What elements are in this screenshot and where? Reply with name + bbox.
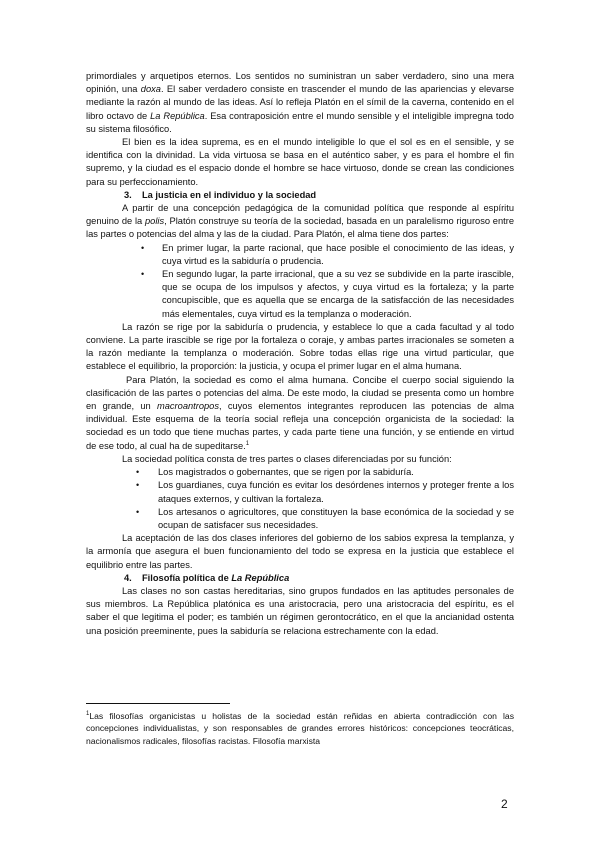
section-title: La justicia en el individuo y la sociedad <box>142 189 317 200</box>
list-item <box>86 242 514 268</box>
soul-parts-list <box>86 242 514 321</box>
footnote <box>86 710 514 747</box>
text-run: . El saber verdadero consiste en trascender el mundo de las apariencias y elevarse mediante la razón al mundo de las ideas. Así lo refleja Platón en el símil de la caverna, contenido en el libro octavo de <box>86 84 515 121</box>
list-item-text: Los artesanos o agricultores, que constituyen la base económica de la sociedad y se ocupan de satisfacer sus necesidades. <box>158 506 514 530</box>
italic-title-la-republica: La República <box>150 110 205 121</box>
list-item-text: Los magistrados o gobernantes, que se rigen por la sabiduría. <box>158 467 414 478</box>
paragraph-razon: La razón se rige por la sabiduría o prudencia, y establece lo que a cada facultad y al todo conviene. La parte irascible se rige por la fortaleza o coraje, y ambas partes irracionales se someten a la razón mediante la templanza o moderación. Sobre todas ellas rige una virtud particular, que establece el equilibrio, la proporción: la justicia, y ocupa el primer lugar en el alma humana. <box>86 321 514 372</box>
bullet-icon: • <box>141 269 145 280</box>
footnote-separator <box>86 703 230 704</box>
list-item <box>86 268 514 321</box>
list-item-text: Los guardianes, cuya función es evitar los desórdenes internos y proteger frente a los ataques externos, y cultivan la fortaleza. <box>158 480 514 504</box>
document-body <box>86 70 514 638</box>
text-run: A partir de una concepción pedagógica de la comunidad política que responde al espíritu genuino de la <box>86 203 514 227</box>
paragraph-polis <box>86 202 514 242</box>
list-item <box>86 466 514 479</box>
bullet-icon: • <box>141 242 145 253</box>
italic-term-macroantropos: macroantropos <box>156 401 219 412</box>
paragraph-sociedad <box>86 374 514 453</box>
section-number: 3. <box>124 189 132 200</box>
list-item-text: En segundo lugar, la parte irracional, que a su vez se subdivide en la parte irascible, que se ocupa de los impulsos y afectos, y cuya virtud es la fortaleza; y la parte concupiscible, que es aquella que se encarga de la satisfacción de las necesidades más elementales, cuya virtud es la templanza o moderación. <box>162 269 514 319</box>
text-run: , Platón construye su teoría de la sociedad, basada en un paralelismo riguroso entre las partes o potencias del alma y las de la ciudad. Para Platón, el alma tiene dos partes: <box>86 216 514 240</box>
bullet-icon: • <box>136 506 140 517</box>
text-run: Para Platón, la sociedad es como el alma humana. Concibe el cuerpo social siguiendo la clasificación de las partes o potencias del alma. De este modo, la ciudad se presenta como un hombre en grande, un <box>86 374 514 412</box>
section-heading-4 <box>124 572 514 585</box>
paragraph-bien: El bien es la idea suprema, es en el mundo inteligible lo que el sol es en el sensible, y se identifica con la divinidad. La vida virtuosa se basa en el auténtico saber, y es para el hombre el fin supremo, y la ciudad es el espacio donde el hombre se hace virtuoso, donde se crean las condiciones para su perfeccionamiento. <box>86 137 514 187</box>
italic-term-polis: polis <box>145 216 165 227</box>
text-run: primordiales y arquetipos eternos. Los sentidos no suministran un saber verdadero, sino una mera opinión, una <box>86 71 514 95</box>
page-number: 2 <box>501 797 508 811</box>
section-number: 4. <box>124 572 132 583</box>
list-item-text: En primer lugar, la parte racional, que hace posible el conocimiento de las ideas, y cuya virtud es la sabiduría o prudencia. <box>162 242 514 266</box>
section-title: Filosofía política de <box>142 572 232 583</box>
paragraph-clases-intro: La sociedad política consta de tres partes o clases diferenciadas por su función: <box>122 453 452 464</box>
list-item <box>86 479 514 505</box>
footnote-mark: 1 <box>86 711 90 718</box>
paragraph-clases: Las clases no son castas hereditarias, sino grupos fundados en las aptitudes personales de sus miembros. La República platónica es una aristocracia, pero una aristocracia del espíritu, es el saber el que legitima el poder; es también un régimen gerontocrático, en el que la ancianidad ostenta una posición preeminente, pues la sabiduría se relaciona estrechamente con la edad. <box>86 585 514 636</box>
paragraph-ideas <box>86 70 514 136</box>
bullet-icon: • <box>136 480 140 491</box>
text-run: , cuyos elementos integrantes reproducen las potencias de alma individual. Este esquema de la teoría social refleja una concepción organicista de la sociedad: la sociedad es un todo que tiene muchas partes, y cada parte tiene una función, y se entiende en virtud de ese todo, al cual ha de supeditarse. <box>86 401 514 451</box>
italic-term-doxa: doxa <box>140 84 161 95</box>
list-item <box>86 506 514 532</box>
footnote-reference[interactable]: 1 <box>245 440 250 447</box>
section-title-italic: La República <box>231 572 290 583</box>
section-heading-3 <box>124 189 514 202</box>
social-classes-list <box>86 466 514 532</box>
paragraph-aceptacion: La aceptación de las dos clases inferiores del gobierno de los sabios expresa la templanza, y la armonía que asegura el buen funcionamiento del todo se expresa en la justicia que establece el equilibrio entre las partes. <box>86 533 514 570</box>
text-run: . Esa contraposición entre el mundo sensible y el inteligible impregna todo su sistema filosófico. <box>86 110 514 134</box>
footnote-text: Las filosofías organicistas u holistas de la sociedad están reñidas en abierta contradicción con las concepciones individualistas, y son responsables de grandes errores históricos: concepciones teocráticas, nacionalismos radicales, filosofías racistas. Filosofía marxista <box>86 711 514 746</box>
bullet-icon: • <box>136 467 140 478</box>
